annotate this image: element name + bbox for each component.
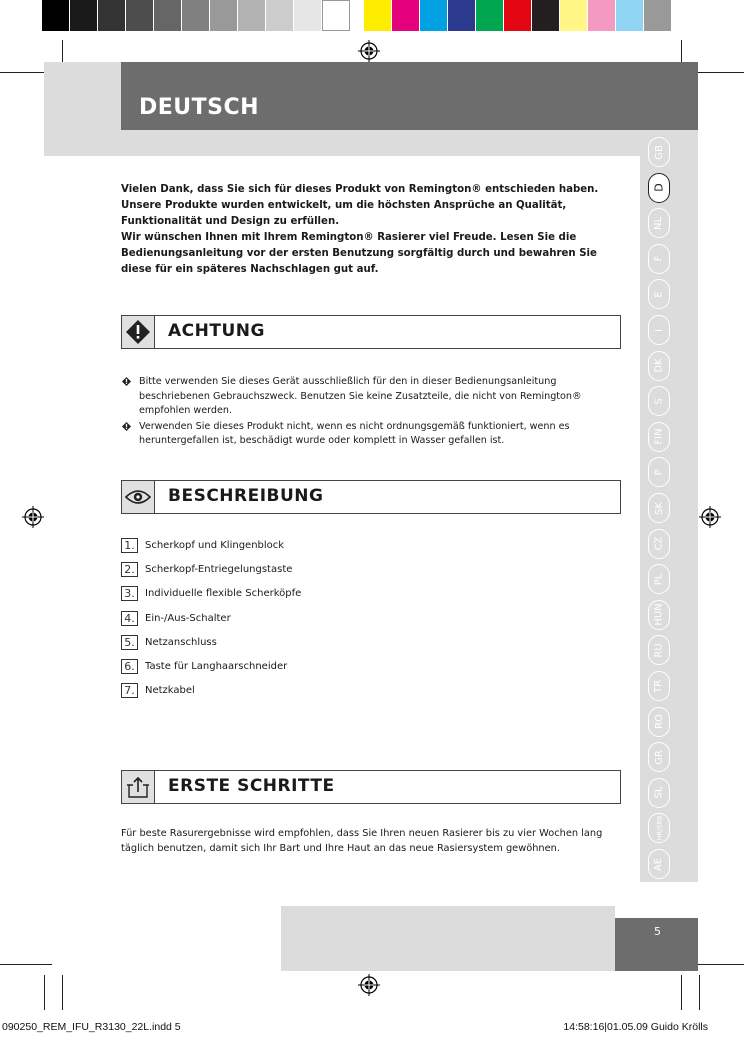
list-item	[121, 375, 611, 419]
gray-swatch	[126, 0, 154, 31]
crop-mark	[681, 975, 682, 1010]
list-item	[121, 610, 231, 627]
language-tab-cz[interactable]	[648, 529, 670, 559]
language-tab-p[interactable]	[648, 457, 670, 487]
registration-mark-icon	[358, 974, 380, 996]
language-tab-tr[interactable]	[648, 671, 670, 701]
list-item	[121, 537, 284, 554]
color-bar	[42, 0, 672, 31]
color-swatch	[392, 0, 420, 31]
language-tab-hr-srb[interactable]	[648, 813, 670, 843]
color-swatch	[588, 0, 616, 31]
registration-mark-icon	[358, 40, 380, 62]
color-swatch	[420, 0, 448, 31]
item-number: 5.	[121, 635, 138, 650]
color-swatch	[504, 0, 532, 31]
gray-swatch	[70, 0, 98, 31]
gray-swatch	[238, 0, 266, 31]
color-swatch	[448, 0, 476, 31]
item-label: Ein-/Aus-Schalter	[145, 612, 231, 624]
item-label: Netzanschluss	[145, 636, 217, 648]
diamond-bullet-icon	[122, 377, 131, 386]
language-tab-label: D	[652, 183, 666, 192]
language-tab-label: SK	[653, 501, 665, 515]
slug-filename: 090250_REM_IFU_R3130_22L.indd 5	[2, 1021, 181, 1033]
list-item	[121, 585, 301, 602]
gray-swatch	[182, 0, 210, 31]
language-tab-i[interactable]	[648, 315, 670, 345]
registration-mark-icon	[22, 506, 44, 528]
achtung-header	[121, 315, 621, 349]
gray-swatch	[154, 0, 182, 31]
list-item	[121, 658, 287, 675]
language-tab-ae[interactable]	[648, 849, 670, 879]
registration-mark-icon	[699, 506, 721, 528]
language-tab-sl[interactable]	[648, 778, 670, 808]
section-title: ERSTE SCHRITTE	[168, 776, 335, 796]
language-tab-label: P	[653, 469, 665, 476]
language-tab-fin[interactable]	[648, 422, 670, 452]
color-swatch	[644, 0, 672, 31]
language-tab-label: RU	[653, 643, 665, 658]
language-tab-label: F	[653, 255, 665, 262]
language-tab-label: GB	[653, 144, 665, 160]
item-number: 1.	[121, 538, 138, 553]
language-tab-hun[interactable]	[648, 600, 670, 630]
color-swatch	[532, 0, 560, 31]
footer-background	[281, 906, 615, 971]
item-number: 7.	[121, 683, 138, 698]
color-swatch	[560, 0, 588, 31]
section-title: BESCHREIBUNG	[168, 486, 324, 506]
language-tab-label: RO	[653, 714, 665, 730]
gray-swatch	[42, 0, 70, 31]
item-number: 4.	[121, 611, 138, 626]
language-tab-gb[interactable]	[648, 137, 670, 167]
beschreibung-header	[121, 480, 621, 514]
item-number: 3.	[121, 586, 138, 601]
item-number: 2.	[121, 562, 138, 577]
language-tab-label: CZ	[653, 536, 665, 551]
list-item	[121, 682, 195, 699]
language-tab-f[interactable]	[648, 244, 670, 274]
bullet-text: Bitte verwenden Sie dieses Gerät ausschließlich für den in dieser Bedienungsanleitung beschriebenen Gebrauchszweck. Benutzen Sie keine Zusatzteile, die nicht von Remington® empfohlen werden.	[139, 376, 582, 416]
item-number: 6.	[121, 659, 138, 674]
crop-mark	[699, 975, 700, 1010]
language-tab-dk[interactable]	[648, 351, 670, 381]
gray-swatch	[98, 0, 126, 31]
slug-timestamp: 14:58:16|01.05.09 Guido Krölls	[563, 1021, 708, 1033]
crop-mark	[681, 40, 682, 62]
swatch-gap	[350, 0, 364, 31]
language-tab-ru[interactable]	[648, 635, 670, 665]
language-tab-s[interactable]	[648, 386, 670, 416]
language-tab-sk[interactable]	[648, 493, 670, 523]
gray-swatch	[294, 0, 322, 31]
page-number: 5	[654, 925, 661, 938]
language-tab-label: AE	[653, 857, 665, 871]
erste-schritte-text: Für beste Rasurergebnisse wird empfohlen, dass Sie Ihren neuen Rasierer bis zu vier Wochen lang täglich benutzen, damit sich Ihr Bart und Ihre Haut an das neue Rasiersystem gewöhnen.	[121, 828, 603, 854]
erste-schritte-header	[121, 770, 621, 804]
color-swatch	[476, 0, 504, 31]
language-tab-pl[interactable]	[648, 564, 670, 594]
color-swatch	[616, 0, 644, 31]
gray-swatch	[322, 0, 350, 31]
warning-icon	[121, 315, 155, 349]
language-tab-label: I	[653, 328, 665, 332]
language-tab-label: HR/SRB	[655, 816, 664, 841]
achtung-list	[121, 375, 611, 450]
diamond-bullet-icon	[122, 422, 131, 431]
list-item	[121, 420, 611, 449]
item-label: Taste für Langhaarschneider	[145, 661, 288, 672]
crop-mark	[0, 964, 52, 965]
crop-mark	[62, 40, 63, 62]
language-tab-nl[interactable]	[648, 208, 670, 238]
language-tab-label: TR	[653, 679, 665, 693]
gray-swatch	[266, 0, 294, 31]
crop-mark	[44, 975, 45, 1010]
language-tab-label: HUN	[653, 603, 665, 626]
language-tab-label: PL	[653, 573, 665, 585]
color-swatch	[364, 0, 392, 31]
item-label: Netzkabel	[145, 685, 195, 697]
page-title: DEUTSCH	[139, 95, 260, 120]
list-item	[121, 634, 217, 651]
language-tab-label: DK	[653, 358, 665, 373]
intro-paragraph: Vielen Dank, dass Sie sich für dieses Produkt von Remington® entschieden haben. Unsere Produkte wurden entwickelt, um die höchsten Ansprüche an Qualität, Funktionalität und Design zu erfüllen.	[121, 184, 599, 227]
language-tab-ro[interactable]	[648, 707, 670, 737]
item-label: Individuelle flexible Scherköpfe	[145, 588, 302, 600]
language-tab-label: SL	[653, 786, 665, 799]
box-arrow-icon	[121, 770, 155, 804]
language-tab-gr[interactable]	[648, 742, 670, 772]
language-tab-d[interactable]	[648, 173, 670, 203]
section-title: ACHTUNG	[168, 321, 265, 341]
language-tab-label: NL	[653, 216, 665, 230]
item-label: Scherkopf-Entriegelungstaste	[145, 564, 293, 576]
item-label: Scherkopf und Klingenblock	[145, 540, 285, 551]
language-tab-e[interactable]	[648, 279, 670, 309]
crop-mark	[692, 72, 744, 73]
list-item	[121, 561, 292, 578]
gray-swatch	[210, 0, 238, 31]
crop-mark	[62, 975, 63, 1010]
intro-text	[121, 182, 611, 278]
intro-paragraph: Wir wünschen Ihnen mit Ihrem Remington® Rasierer viel Freude. Lesen Sie die Bedienungsanleitung vor der ersten Benutzung sorgfältig durch und bewahren Sie diese für ein späteres Nachschlagen gut auf.	[121, 232, 597, 275]
crop-mark	[692, 964, 744, 965]
eye-icon	[121, 480, 155, 514]
language-tab-label: S	[653, 398, 665, 405]
bullet-text: Verwenden Sie dieses Produkt nicht, wenn es nicht ordnungsgemäß funktioniert, wenn es heruntergefallen ist, beschädigt wurde oder komplett in Wasser gefallen ist.	[139, 420, 570, 446]
language-tab-label: GR	[653, 749, 665, 765]
language-tab-label: FIN	[653, 428, 665, 445]
language-tab-label: E	[653, 291, 665, 298]
